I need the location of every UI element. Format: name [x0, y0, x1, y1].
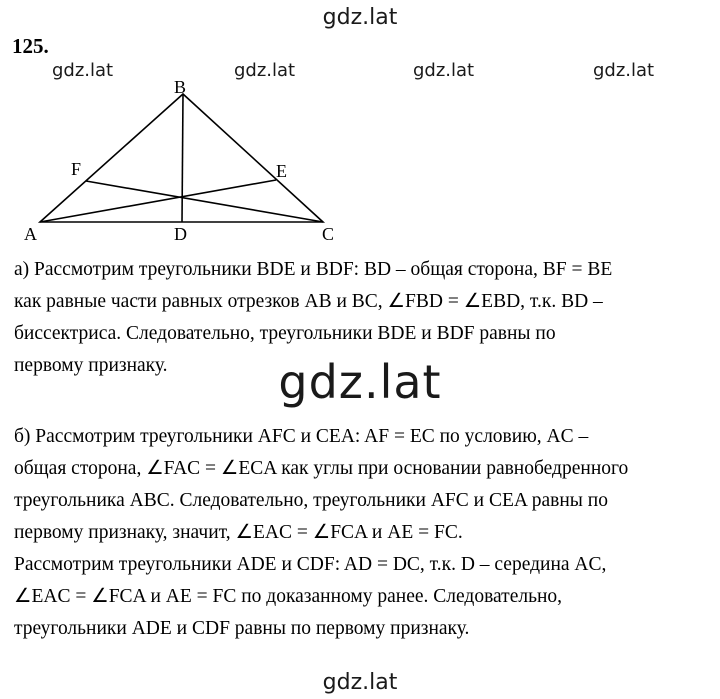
- label-b: B: [174, 77, 187, 97]
- part-b-line-3: треугольника ABC. Следовательно, треугольники AFC и CEA равны по: [14, 490, 608, 511]
- label-e: E: [276, 161, 287, 181]
- label-f: F: [71, 159, 82, 179]
- watermark-center: gdz.lat: [278, 355, 442, 409]
- part-b-line-7: треугольники ADE и CDF равны по первому признаку.: [14, 618, 470, 639]
- segment-bd: [182, 94, 183, 222]
- label-d: D: [174, 224, 187, 244]
- part-a-line-4: первому признаку.: [14, 355, 168, 376]
- watermark-row-2: gdz.lat: [234, 60, 296, 81]
- label-c: C: [322, 224, 335, 244]
- part-a-line-1: а) Рассмотрим треугольники BDE и BDF: BD – общая сторона, BF = BE: [14, 259, 613, 280]
- label-a: A: [24, 224, 37, 244]
- watermark-bottom: gdz.lat: [322, 670, 398, 695]
- watermark-row-4: gdz.lat: [593, 60, 655, 81]
- part-b-line-6: ∠EAC = ∠FCA и AE = FC по доказанному ранее. Следовательно,: [14, 586, 563, 607]
- part-b-line-4: первому признаку, значит, ∠EAC = ∠FCA и AE = FC.: [14, 522, 463, 543]
- segment-fc: [86, 181, 323, 222]
- segment-ae: [40, 180, 276, 222]
- watermark-top: gdz.lat: [322, 5, 398, 30]
- watermark-row-1: gdz.lat: [52, 60, 114, 81]
- triangle-figure: [0, 70, 360, 245]
- part-a-line-2: как равные части равных отрезков AB и BC, ∠FBD = ∠EBD, т.к. BD –: [14, 291, 603, 312]
- part-b-line-1: б) Рассмотрим треугольники AFC и CEA: AF = EC по условию, AC –: [14, 426, 589, 447]
- part-b-line-5: Рассмотрим треугольники ADE и CDF: AD = DC, т.к. D – середина AC,: [14, 554, 607, 575]
- part-a-line-3: биссектриса. Следовательно, треугольники BDE и BDF равны по: [14, 323, 556, 344]
- watermark-row-3: gdz.lat: [413, 60, 475, 81]
- problem-number: 125.: [12, 34, 49, 58]
- part-b-line-2: общая сторона, ∠FAC = ∠ECA как углы при основании равнобедренного: [14, 458, 629, 479]
